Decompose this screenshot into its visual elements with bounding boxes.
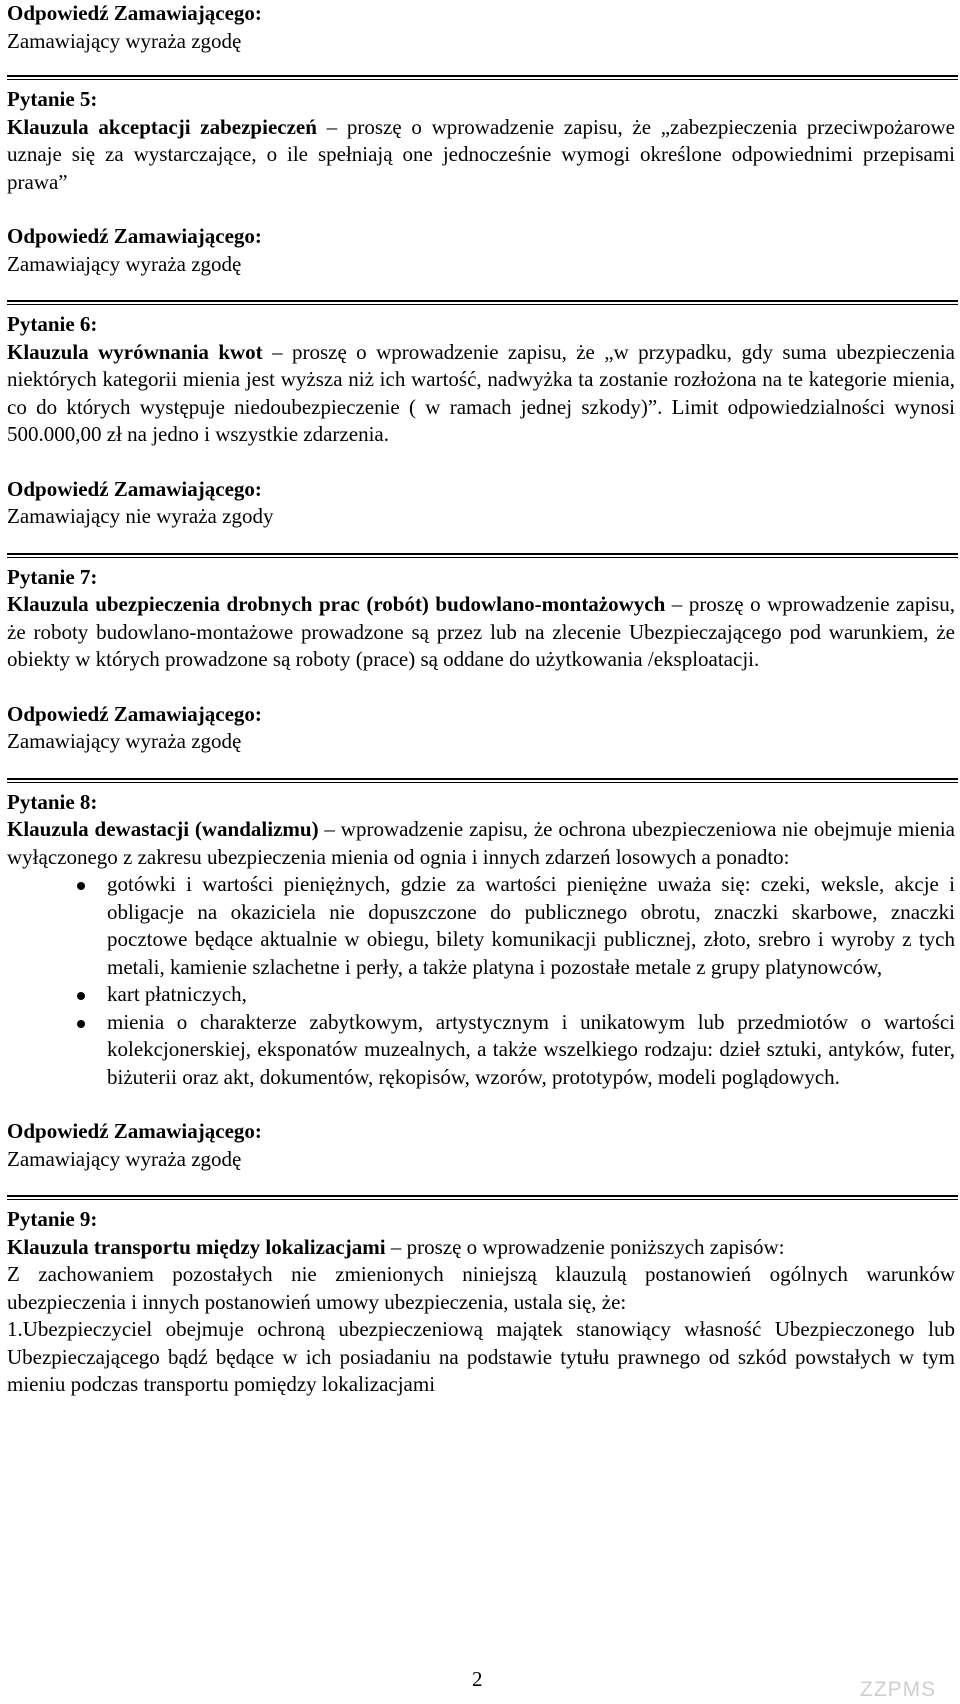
clause-title: Klauzula dewastacji (wandalizmu)	[7, 817, 319, 841]
clause-paragraph: 1.Ubezpieczyciel obejmuje ochroną ubezpieczeniową majątek stanowiący własność Ubezpieczonego lub Ubezpieczającego bądź będące w ich posiadaniu na podstawie tytułu prawnego od szkód powstałych w tym mieniu podczas transportu pomiędzy lokalizacjami	[7, 1317, 955, 1396]
question-8	[7, 789, 955, 1174]
document-page	[7, 0, 955, 1399]
answer-heading: Odpowiedź Zamawiającego:	[7, 476, 262, 501]
question-9	[7, 1206, 955, 1399]
clause-text: – proszę o wprowadzenie poniższych zapisów:	[385, 1234, 785, 1259]
answer-text: Zamawiający wyraża zgodę	[7, 28, 242, 53]
clause-title: Klauzula wyrównania kwot	[7, 339, 263, 364]
list-item	[7, 981, 955, 1009]
page-number: 2	[472, 1667, 483, 1691]
list-item-text: kart płatniczych,	[107, 982, 247, 1006]
question-heading: Pytanie 9:	[7, 1207, 98, 1231]
clause-text: – proszę o wprowadzenie zapisu, że roboty budowlano-montażowe prowadzone są przez lub na zlecenie Ubezpieczającego pod warunkiem, że obiekty w których prowadzone są roboty (prace) są oddane do użytkowania /eksploatacji.	[7, 592, 955, 671]
answer-block-top	[7, 0, 955, 55]
question-heading: Pytanie 7:	[7, 564, 98, 589]
clause-title: Klauzula ubezpieczenia drobnych prac (robót) budowlano-montażowych	[7, 592, 666, 616]
list-item-text: mienia o charakterze zabytkowym, artystycznym i unikatowym lub przedmiotów o wartości kolekcjonerskiej, eksponatów muzealnych, a także wszelkiego rodzaju: dzieł sztuki, antyków, futer, biżuterii oraz akt, dokumentów, rękopisów, wzorów, prototypów, modeli poglądowych.	[107, 1009, 955, 1089]
question-body	[7, 114, 955, 197]
answer-heading: Odpowiedź Zamawiającego:	[7, 1, 262, 25]
question-heading: Pytanie 6:	[7, 312, 98, 336]
clause-text: – proszę o wprowadzenie zapisu, że „w przypadku, gdy suma ubezpieczenia niektórych kategorii mienia jest wyższa niż ich wartość, nadwyżka ta zostanie rozłożona na te kategorie mienia, co do których występuje niedoubezpieczenie ( w ramach jednej szkody)”. Limit odpowiedzialności wynosi 500.000,00 zł na jedno i wszystkie zdarzenia.	[7, 339, 955, 446]
clause-paragraph: Z zachowaniem pozostałych nie zmienionych niniejszą klauzulą postanowień ogólnych warunków ubezpieczenia i innych postanowień umowy ubezpieczenia, ustala się, że:	[7, 1262, 955, 1314]
section-divider	[7, 553, 958, 558]
section-divider	[7, 75, 958, 80]
question-6	[7, 311, 955, 531]
exclusion-list	[7, 871, 955, 1091]
list-item	[7, 871, 955, 981]
clause-title: Klauzula transportu między lokalizacjami	[7, 1234, 386, 1259]
question-body	[7, 816, 955, 871]
answer-text: Zamawiający wyraża zgodę	[7, 251, 242, 276]
clause-text: – proszę o wprowadzenie zapisu, że „zabezpieczenia przeciwpożarowe uznaje się za wystarczające, o ile spełniają one jednocześnie wymogi określone odpowiednimi przepisami prawa”	[7, 114, 955, 194]
watermark-logo: ZZPMS	[860, 1678, 937, 1701]
answer-text: Zamawiający wyraża zgodę	[7, 729, 242, 753]
question-7	[7, 564, 955, 756]
question-body	[7, 1234, 955, 1262]
bullet-icon	[77, 992, 85, 1000]
clause-text: – wprowadzenie zapisu, że ochrona ubezpieczeniowa nie obejmuje mienia wyłączonego z zakresu ubezpieczenia mienia od ognia i innych zdarzeń losowych a ponadto:	[7, 817, 955, 869]
list-item	[7, 1009, 955, 1092]
clause-title: Klauzula akceptacji zabezpieczeń	[7, 114, 317, 139]
section-divider	[7, 778, 958, 783]
section-divider	[7, 300, 958, 305]
answer-text: Zamawiający nie wyraża zgody	[7, 504, 274, 528]
answer-heading: Odpowiedź Zamawiającego:	[7, 1119, 262, 1143]
question-heading: Pytanie 8:	[7, 789, 98, 814]
question-5	[7, 86, 955, 278]
bullet-icon	[77, 1020, 85, 1028]
answer-text: Zamawiający wyraża zgodę	[7, 1146, 242, 1171]
answer-heading: Odpowiedź Zamawiającego:	[7, 224, 262, 248]
question-body	[7, 339, 955, 449]
question-heading: Pytanie 5:	[7, 87, 98, 111]
list-item-text: gotówki i wartości pieniężnych, gdzie za wartości pieniężne uważa się: czeki, weksle, akcje i obligacje na okaziciela nie dopuszczone do publicznego obrotu, znaczki skarbowe, znaczki pocztowe będące aktualnie w obiegu, bilety komunikacji publicznej, złoto, srebro i wyroby z tych metali, kamienie szlachetne i perły, a także platyna i pozostałe metale z grupy platynowców,	[107, 872, 955, 979]
answer-heading: Odpowiedź Zamawiającego:	[7, 701, 262, 726]
section-divider	[7, 1195, 958, 1200]
question-body	[7, 591, 955, 674]
bullet-icon	[77, 882, 85, 890]
